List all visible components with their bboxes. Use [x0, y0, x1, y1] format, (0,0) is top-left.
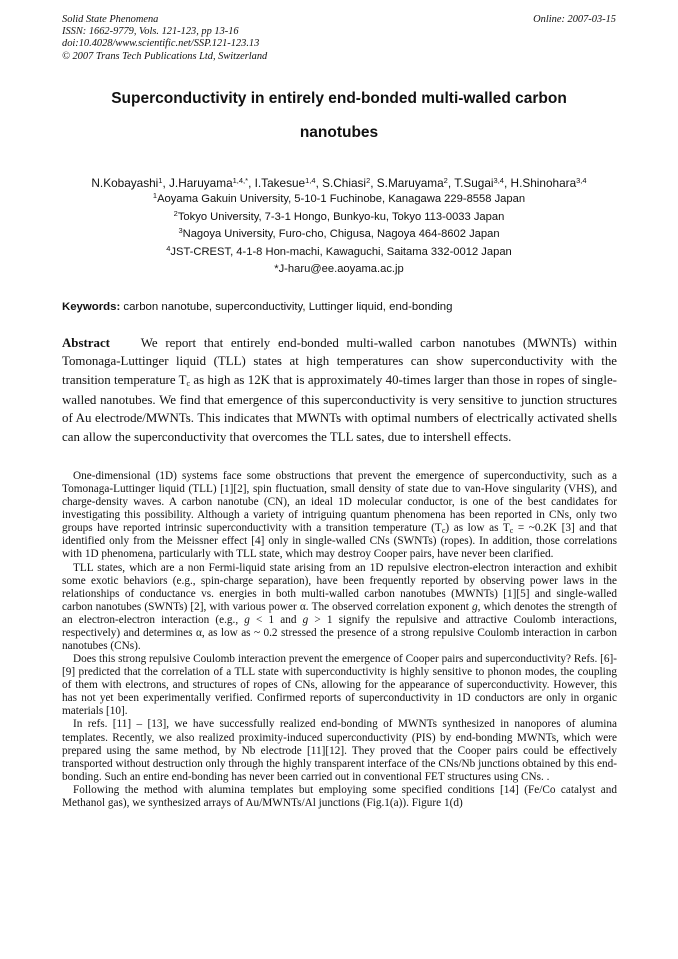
author-affiliation-marker: 3,4	[493, 176, 504, 185]
body-paragraph: Does this strong repulsive Coulomb interaction prevent the emergence of Cooper pairs and superconductivity? Refs. [6]-[9] predicted that the correlation of a TLL state with superconductivity is highly sensitive to phonon modes, the coupling of them with electrons, and structures of ropes of CNs, allowing for the appearance of superconductivity. However, this has not yet been experimentally verified. Confirmed reports of superconductivity in 1D conductors are only in organic materials [10].	[62, 653, 617, 718]
author-affiliation-marker: 3,4	[576, 176, 587, 185]
body-paragraph: TLL states, which are a non Fermi-liquid state arising from an 1D repulsive electron-electron interaction and exhibit some exotic behaviors (e.g., spin-charge separation), have been frequently reported by observing power laws in the relationships of conductance vs. energies in both multi-walled carbon nanotubes (MWNTs) [1][5] and single-walled carbon nanotubes (SWNTs) [2], with various power α. The observed correlation exponent g, which denotes the strength of an electron-electron interaction (e.g., g < 1 and g > 1 signify the repulsive and attractive Coulomb interactions, respectively) and determines α, as low as ~ 0.2 stressed the presence of a strong repulsive Coulomb interaction in carbon nanotubes (CNs).	[62, 561, 617, 653]
body-text	[62, 470, 617, 810]
abstract-text: We report that entirely end-bonded multi-walled carbon nanotubes (MWNTs) within Tomonaga-Luttinger liquid (TLL) states at high temperatures can show superconductivity with the transition temperature $T_c$ as high as 12K that is approximately 40-times larger than those in ropes of single-walled nanotubes. We find that emergence of this superconductivity is very sensitive to junction structures of Au electrode/MWNTs. This indicates that MWNTs with optimal numbers of electrically activated shells can allow the superconductivity that overcomes the TLL sates, due to intershell effects.	[62, 336, 618, 444]
paper-title-line1: Superconductivity in entirely end-bonded multi-walled carbon	[111, 90, 567, 107]
affiliation-text: Nagoya University, Furo-cho, Chigusa, Nagoya 464-8602 Japan	[182, 228, 500, 240]
keywords-label: Keywords:	[62, 301, 121, 313]
affiliation-marker: 3	[178, 226, 183, 235]
affiliation-line	[40, 226, 638, 244]
author-name: S.Chiasi	[322, 176, 367, 190]
affiliation-marker: 4	[166, 243, 171, 253]
author-affiliation-marker: 2	[366, 176, 371, 185]
journal-header	[62, 14, 267, 63]
author-name: T.Sugai	[454, 176, 494, 190]
abstract	[62, 334, 617, 446]
journal-issn: ISSN: 1662-9779, Vols. 121-123, pp 13-16	[62, 26, 239, 38]
keywords-text: carbon nanotube, superconductivity, Luttinger liquid, end-bonding	[120, 301, 453, 313]
author-affiliation-marker: 1,4	[305, 176, 316, 185]
affiliation-text: JST-CREST, 4-1-8 Hon-machi, Kawaguchi, Saitama 332-0012 Japan	[170, 245, 512, 258]
affiliation-marker: 1	[152, 191, 158, 200]
author-name: N.Kobayashi	[91, 176, 159, 190]
keywords	[62, 301, 452, 313]
affiliation-line	[40, 244, 638, 262]
online-date: Online: 2007-03-15	[533, 14, 616, 25]
author-list: N.Kobayashi$^1$, J.Haruyama$^{1,4,*}$, I.Takesue$^{1,4}$, S.Chiasi$^2$, S.Maruyama$^2$, T.Sugai$^{3,4}$, H.Shinohara$^{3,4}$	[91, 176, 587, 190]
journal-name: Solid State Phenomena	[62, 14, 159, 25]
affiliation-list	[40, 191, 638, 279]
author-affiliation-marker: 2	[443, 176, 448, 185]
affiliation-line	[40, 261, 638, 279]
author-name: S.Maruyama	[376, 176, 444, 190]
body-paragraph: One-dimensional (1D) systems face some obstructions that prevent the emergence of superconductivity, such as a Tomonaga-Luttinger liquid (TLL) [1][2], spin fluctuation, small density of state due to van-Hove singularity (VHS), and charge-density waves. A carbon nanotube (CN), an ideal 1D molecular conductor, is one of the best candidates for investigating this possibility. Although a variety of intriguing quantum phenomena has been reported in CNs, only two groups have reported intrinsic superconductivity with a transition temperature $(T_c)$ as low as $T_c$ = ~0.2K [3] and that identified only from the Meissner effect [4] only in single-walled CNs (SWNTs) (ropes). In addition, those correlations with 1D phenomena, particularly with TLL state, which may destroy Cooper pairs, have never been clarified.	[62, 470, 617, 561]
affiliation-marker: 2	[173, 208, 178, 218]
affiliation-text: Tokyo University, 7-3-1 Hongo, Bunkyo-ku, Tokyo 113-0033 Japan	[177, 210, 505, 223]
author-affiliation-marker: 1	[158, 176, 163, 185]
abstract-label: Abstract	[62, 336, 110, 350]
journal-doi: doi:10.4028/www.scientific.net/SSP.121-123.13	[62, 38, 260, 50]
paper-title-line2: nanotubes	[299, 124, 379, 141]
author-name: H.Shinohara	[510, 176, 577, 190]
journal-copyright: © 2007 Trans Tech Publications Ltd, Switzerland	[62, 50, 268, 62]
author-affiliation-marker: 1,4,*	[232, 176, 249, 185]
body-paragraph: In refs. [11] – [13], we have successfully realized end-bonding of MWNTs synthesized in nanopores of alumina templates. Recently, we also realized proximity-induced superconductivity (PIS) by end-bonding MWNTs, which were prepared using the same method, by Nb electrode [11][12]. They proved that the Cooper pairs could be effectively transported without destruction only through the highly transparent interface of the CNs/Nb junctions obtained by this end-bonding. Such an entire end-bonding has never been carried out in conventional FET structures using CNs. .	[62, 718, 617, 783]
body-paragraph: Following the method with alumina templates but employing some specified conditions [14] (Fe/Co catalyst and Methanol gas), we synthesized arrays of Au/MWNTs/Al junctions (Fig.1(a)). Figure 1(d)	[62, 783, 617, 809]
author-name: I.Takesue	[254, 176, 306, 190]
affiliation-line	[40, 191, 638, 209]
affiliation-text: *J-haru@ee.aoyama.ac.jp	[274, 263, 404, 275]
author-name: J.Haruyama	[169, 176, 233, 190]
affiliation-line	[40, 209, 638, 227]
affiliation-text: Aoyama Gakuin University, 5-10-1 Fuchinobe, Kanagawa 229-8558 Japan	[157, 193, 526, 205]
